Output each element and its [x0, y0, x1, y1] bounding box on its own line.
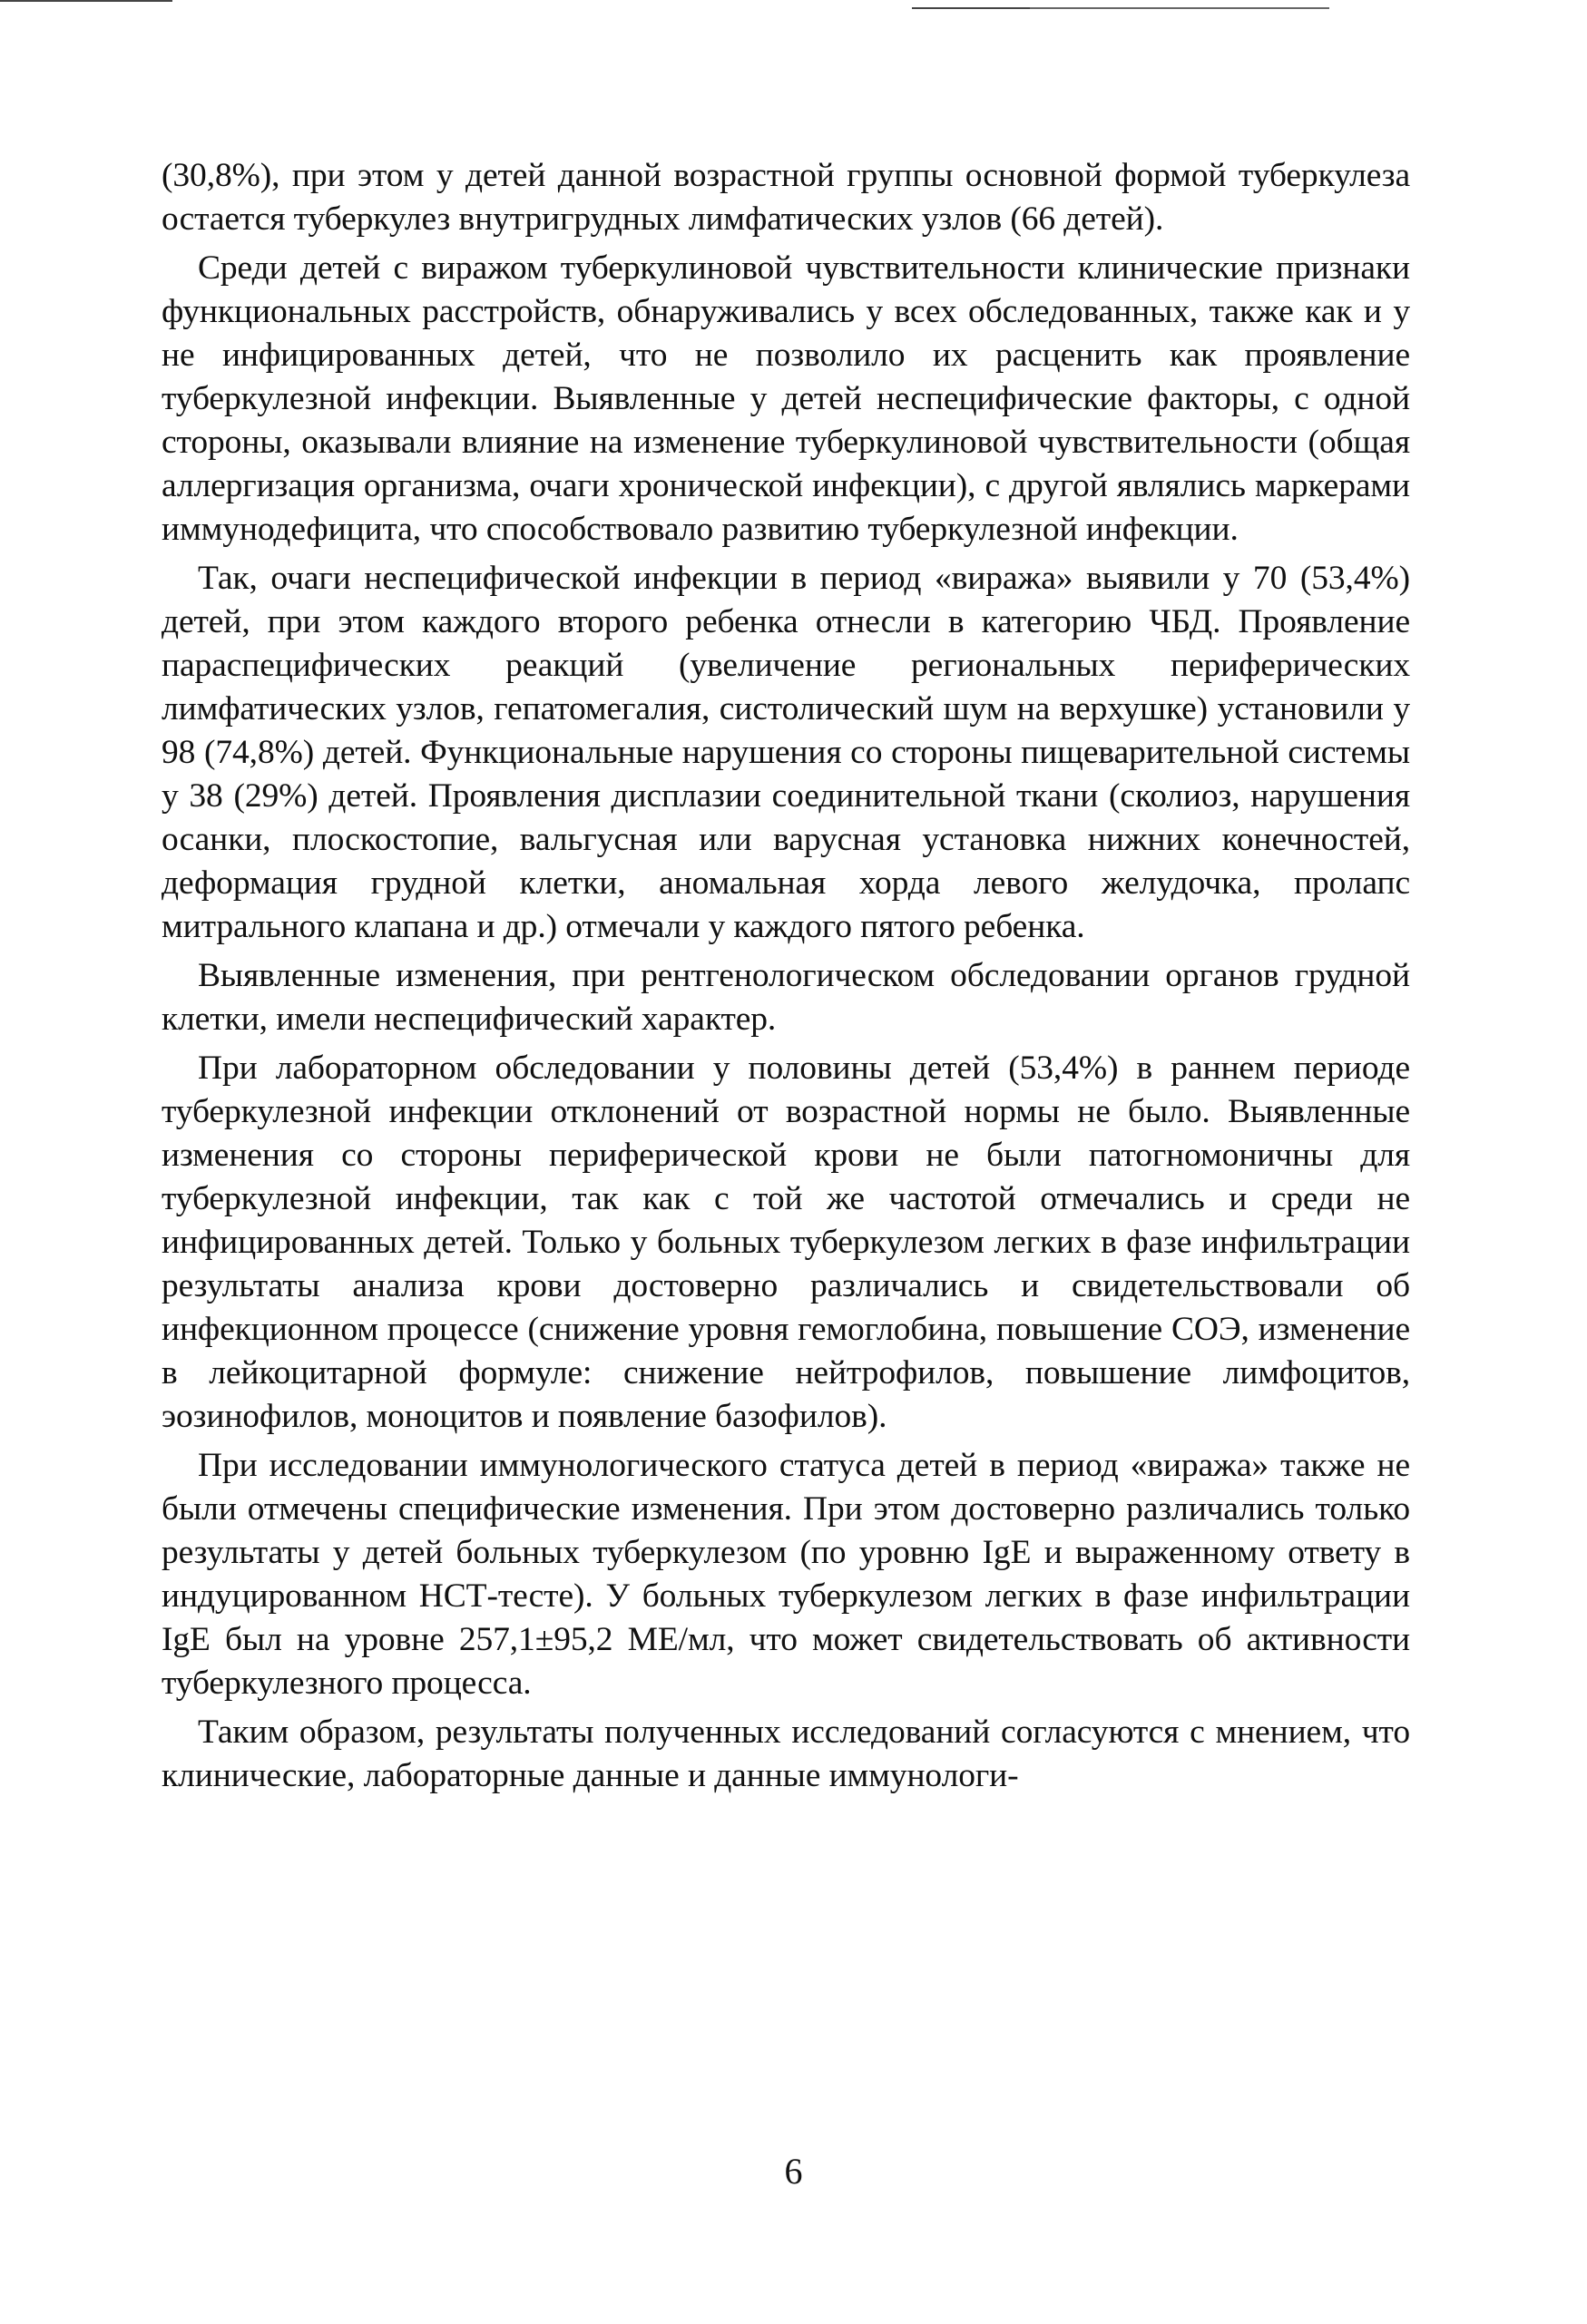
- paragraph: Среди детей с виражом туберкулиновой чувствительности клинические признаки функциональных расстройств, обнаруживались у всех обследованных, также как и у не инфицированных детей, что не позволило их расценить как проявление туберкулезной инфекции. Выявленные у детей неспецифические факторы, с одной стороны, оказывали влияние на изменение туберкулиновой чувствительности (общая аллергизация организма, очаги хронической инфекции), с другой являлись маркерами иммунодефицита, что способствовало развитию туберкулезной инфекции.: [162, 249, 1410, 548]
- top-left-scan-rule: [0, 0, 172, 2]
- body-text: [162, 154, 1410, 1803]
- page-number: 6: [784, 2151, 803, 2192]
- paragraph: При исследовании иммунологического статуса детей в период «виража» также не были отмечены специфические изменения. При этом достоверно различались только результаты у детей больных туберкулезом (по уровню IgE и выраженному ответу в индуцированном НСТ-тесте). У больных туберкулезом легких в фазе инфильтрации IgE был на уровне 257,1±95,2 МЕ/мл, что может свидетельствовать об активности туберкулезного процесса.: [162, 1447, 1410, 1702]
- paragraph: Выявленные изменения, при рентгенологическом обследовании органов грудной клетки, имели неспецифический характер.: [162, 957, 1410, 1038]
- paragraph: Таким образом, результаты полученных исследований согласуются с мнением, что клинические, лабораторные данные и данные иммунологи-: [162, 1714, 1410, 1794]
- paragraph: Так, очаги неспецифической инфекции в период «виража» выявили у 70 (53,4%) детей, при этом каждого второго ребенка отнесли в категорию ЧБД. Проявление параспецифических реакций (увеличение региональных периферических лимфатических узлов, гепатомегалия, систолический шум на верхушке) установили у 98 (74,8%) детей. Функциональные нарушения со стороны пищеварительной системы у 38 (29%) детей. Проявления дисплазии соединительной ткани (сколиоз, нарушения осанки, плоскостопие, вальгусная или варусная установка нижних конечностей, деформация грудной клетки, аномальная хорда левого желудочка, пролапс митрального клапана и др.) отмечали у каждого пятого ребенка.: [162, 560, 1410, 945]
- paragraph: При лабораторном обследовании у половины детей (53,4%) в раннем периоде туберкулезной инфекции отклонений от возрастной нормы не было. Выявленные изменения со стороны периферической крови не были патогномоничны для туберкулезной инфекции, так как с той же частотой отмечались и среди не инфицированных детей. Только у больных туберкулезом легких в фазе инфильтрации результаты анализа крови достоверно различались и свидетельствовали об инфекционном процессе (снижение уровня гемоглобина, повышение СОЭ, изменение в лейкоцитарной формуле: снижение нейтрофилов, повышение лимфоцитов, эозинофилов, моноцитов и появление базофилов).: [162, 1050, 1410, 1435]
- top-right-scan-rule-extension: [1030, 7, 1329, 9]
- top-right-scan-rule: [912, 7, 1030, 9]
- paragraph: (30,8%), при этом у детей данной возрастной группы основной формой туберкулеза остается туберкулез внутригрудных лимфатических узлов (66 детей).: [162, 157, 1410, 238]
